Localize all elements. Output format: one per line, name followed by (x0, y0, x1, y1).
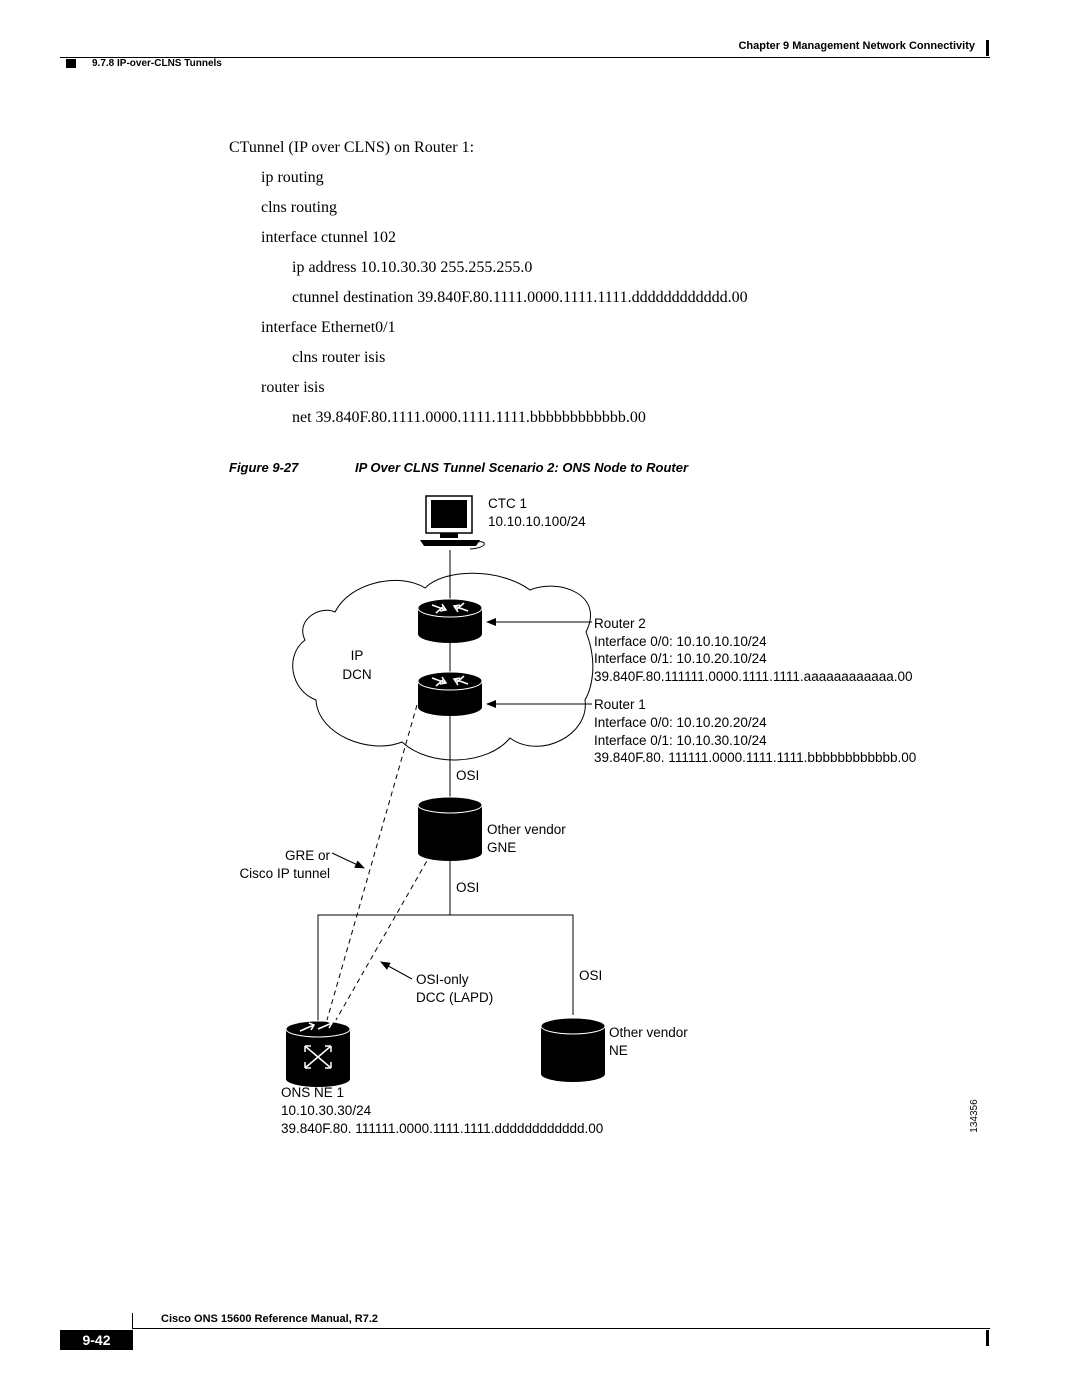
ctc-address-label: 10.10.10.100/24 (488, 514, 586, 529)
running-header-section: 9.7.8 IP-over-CLNS Tunnels (92, 58, 222, 69)
config-line: interface ctunnel 102 (261, 229, 397, 246)
router2-if1-label: Interface 0/1: 10.10.20.10/24 (594, 651, 767, 666)
router1-if1-label: Interface 0/1: 10.10.30.10/24 (594, 733, 767, 748)
config-line: ip address 10.10.30.30 255.255.255.0 (292, 259, 533, 276)
router2-if0-label: Interface 0/0: 10.10.10.10/24 (594, 634, 767, 649)
dcc-pointer-arrow (381, 962, 412, 979)
router-icon (418, 672, 482, 716)
gne-node-icon (418, 797, 482, 861)
ons-name-label: ONS NE 1 (281, 1085, 345, 1100)
cloud-label-dcn: DCN (342, 667, 372, 682)
ons-node-icon (286, 1021, 350, 1087)
config-heading: CTunnel (IP over CLNS) on Router 1: (229, 139, 475, 156)
osi-lan-bus (318, 915, 573, 1025)
figure-number: Figure 9-27 (229, 460, 299, 475)
config-line: ctunnel destination 39.840F.80.1111.0000.1111.1111.dddddddddddd.00 (292, 289, 748, 306)
figure-id-label: 134356 (969, 1099, 980, 1133)
router2-name-label: Router 2 (594, 616, 646, 631)
dcc-label-line2: DCC (LAPD) (416, 990, 494, 1005)
osi-label-top: OSI (456, 768, 480, 783)
config-line: clns routing (261, 199, 337, 216)
dcc-label-line1: OSI-only (416, 972, 469, 987)
cloud-label-ip: IP (350, 648, 364, 663)
router1-nsap-label: 39.840F.80. 111111.0000.1111.1111.bbbbbbbbbbbb.00 (594, 750, 917, 765)
footer-rule (132, 1328, 990, 1329)
running-header-chapter: Chapter 9 Management Network Connectivity (738, 40, 975, 52)
ne-type-label: NE (609, 1043, 628, 1058)
gne-vendor-label: Other vendor (487, 822, 566, 837)
osi-label-right: OSI (579, 968, 603, 983)
ons-address-label: 10.10.30.30/24 (281, 1103, 372, 1118)
config-line: net 39.840F.80.1111.0000.1111.1111.bbbbbbbbbbbb.00 (292, 409, 646, 426)
config-line: ip routing (261, 169, 324, 186)
figure-title: IP Over CLNS Tunnel Scenario 2: ONS Node to Router (355, 460, 688, 475)
page-number: 9-42 (60, 1330, 133, 1350)
ne-node-icon (541, 1018, 605, 1082)
config-line: interface Ethernet0/1 (261, 319, 396, 336)
osi-label-mid: OSI (456, 880, 480, 895)
config-line: clns router isis (292, 349, 386, 366)
ctc-name-label: CTC 1 (488, 496, 528, 511)
footer-margin-bar (986, 1330, 989, 1346)
tunnel-label-line2: Cisco IP tunnel (239, 866, 330, 881)
router1-if0-label: Interface 0/0: 10.10.20.20/24 (594, 715, 767, 730)
ne-vendor-label: Other vendor (609, 1025, 688, 1040)
router1-name-label: Router 1 (594, 697, 646, 712)
footer-tick (132, 1313, 133, 1329)
tunnel-label-line1: GRE or (284, 848, 330, 863)
config-line: router isis (261, 379, 325, 396)
gne-type-label: GNE (487, 840, 517, 855)
tunnel-path-line (327, 705, 417, 1020)
router2-nsap-label: 39.840F.80.111111.0000.1111.1111.aaaaaaaaaaaa.00 (594, 669, 913, 684)
router-icon (418, 599, 482, 643)
ons-nsap-label: 39.840F.80. 111111.0000.1111.1111.dddddddddddd.00 (281, 1121, 604, 1136)
tunnel-pointer-arrow (332, 853, 364, 868)
footer-manual-title: Cisco ONS 15600 Reference Manual, R7.2 (161, 1313, 379, 1325)
computer-icon (420, 496, 484, 549)
